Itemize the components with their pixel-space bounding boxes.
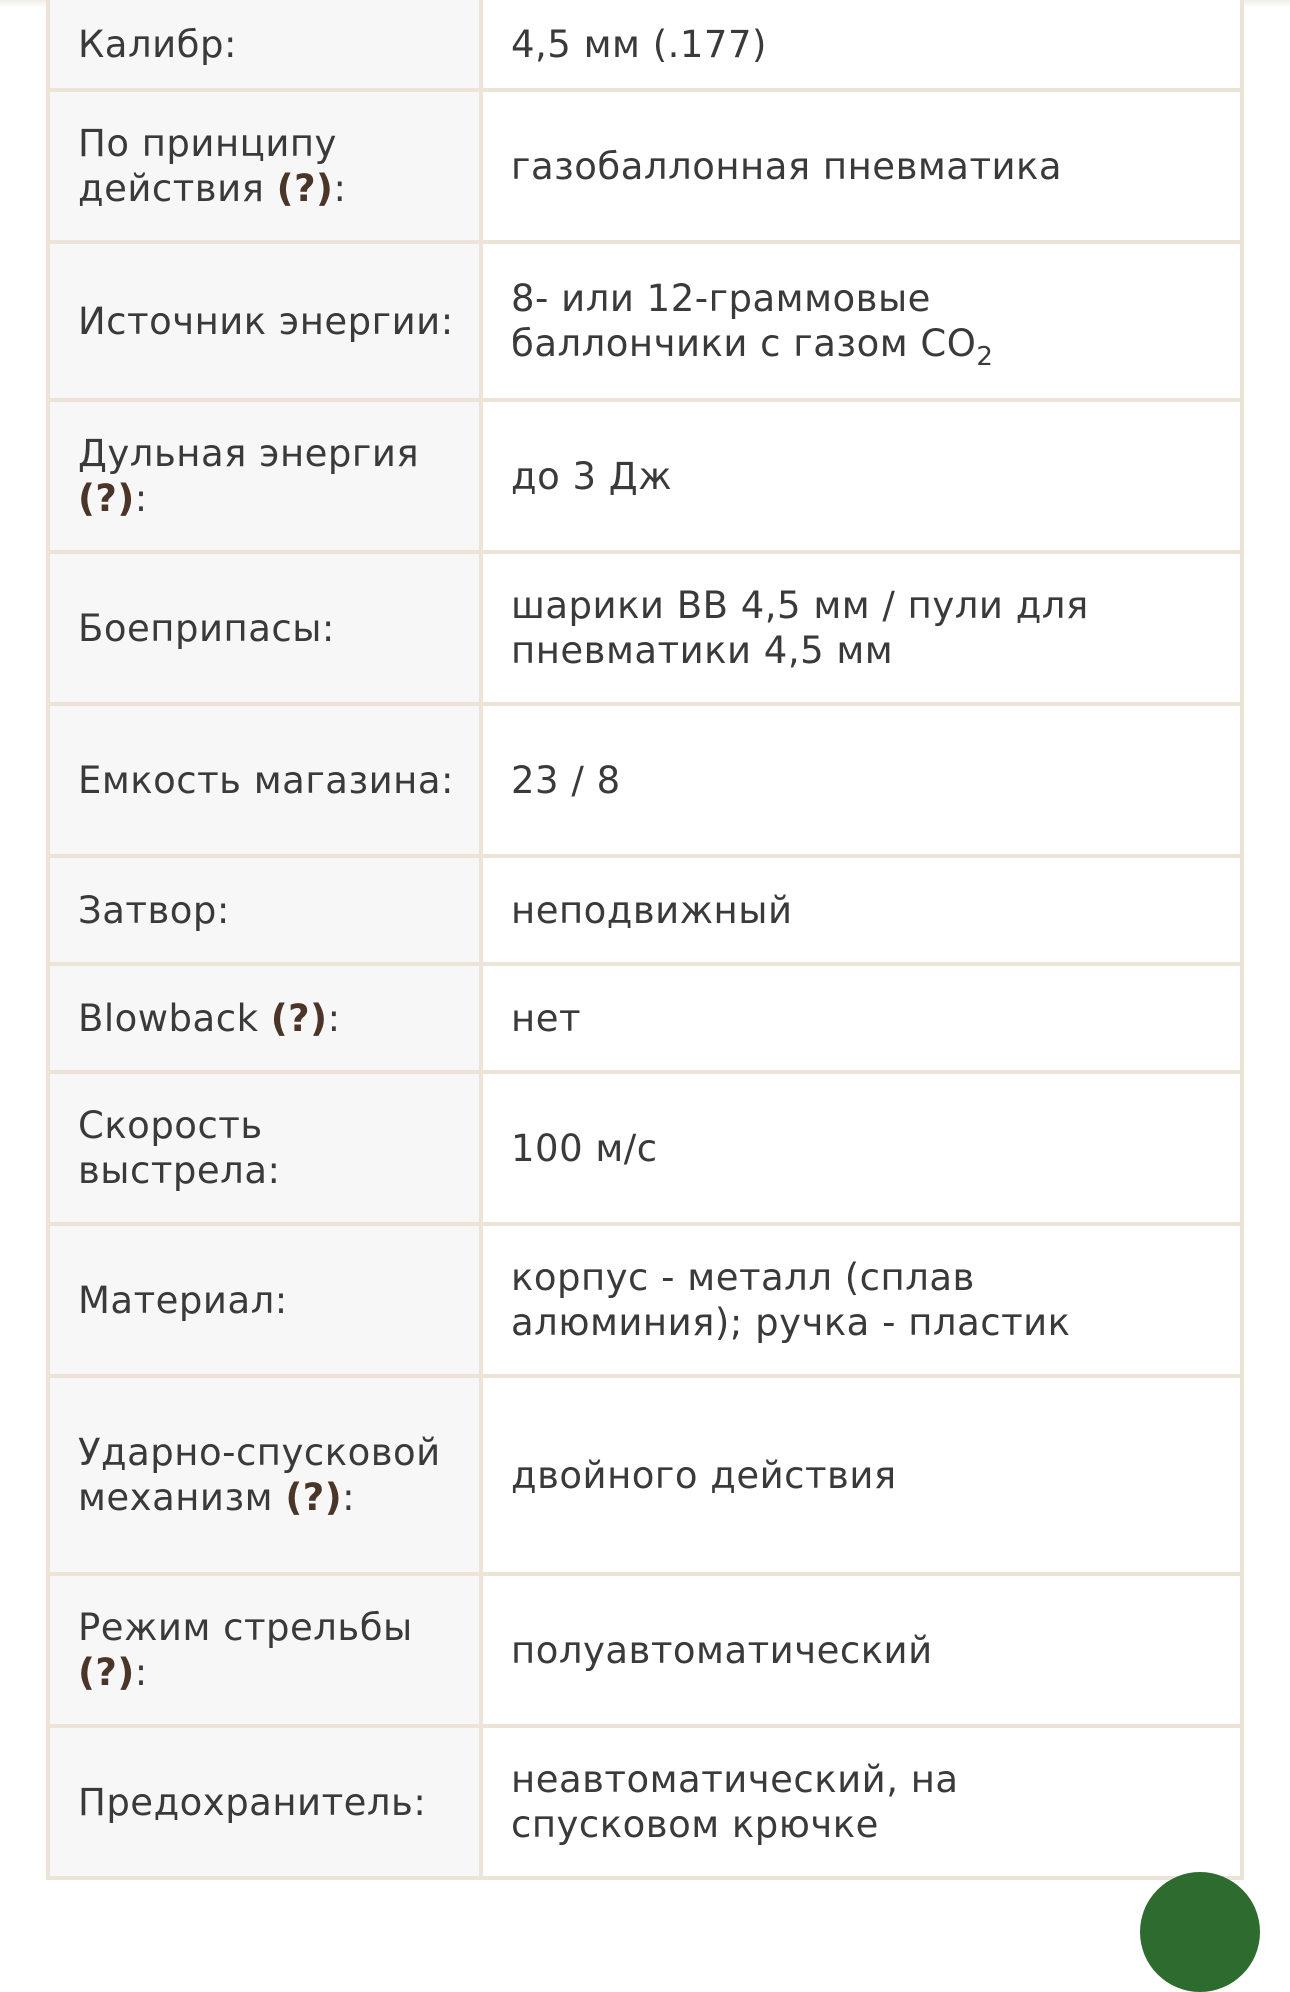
help-link[interactable]: (?) — [270, 996, 328, 1040]
spec-label-text: Боеприпасы: — [78, 606, 335, 650]
spec-value-text: неподвижный — [511, 888, 793, 932]
spec-label — [48, 1072, 481, 1224]
label-colon: : — [342, 1476, 356, 1519]
spec-value — [481, 242, 1242, 400]
spec-label-text: Калибр: — [78, 22, 237, 66]
spec-row-ammunition — [48, 552, 1242, 704]
spec-value-text: шарики BB 4,5 мм / пули для пневматики 4,5 мм — [511, 584, 1089, 672]
spec-label — [48, 856, 481, 964]
label-colon: : — [134, 1651, 148, 1694]
spec-value — [481, 1376, 1242, 1574]
spec-label — [48, 1574, 481, 1726]
spec-label-text: Материал: — [78, 1278, 288, 1322]
help-link[interactable]: (?) — [285, 1476, 343, 1519]
spec-row-energy-source — [48, 242, 1242, 400]
spec-label — [48, 90, 481, 242]
spec-value — [481, 0, 1242, 90]
spec-value — [481, 964, 1242, 1072]
spec-value — [481, 1072, 1242, 1224]
spec-value-subscript: 2 — [976, 342, 994, 372]
spec-label-text: Источник энергии: — [78, 299, 454, 343]
spec-value-text: корпус - металл (сплав алюминия); ручка - пластик — [511, 1256, 1071, 1344]
spec-row-material — [48, 1224, 1242, 1376]
spec-value — [481, 1224, 1242, 1376]
spec-label-text: Скорость выстрела: — [78, 1104, 281, 1192]
spec-value — [481, 704, 1242, 856]
spec-row-fire-mode — [48, 1574, 1242, 1726]
spec-value-text: газобаллонная пневматика — [511, 144, 1063, 188]
spec-value — [481, 400, 1242, 552]
spec-label — [48, 964, 481, 1072]
spec-label-text: Ударно-спусковой механизм — [78, 1431, 441, 1519]
spec-label-text: По принципу действия — [78, 122, 337, 210]
help-link[interactable]: (?) — [276, 167, 334, 210]
spec-value-text: двойного действия — [511, 1453, 897, 1497]
spec-row-magazine-capacity — [48, 704, 1242, 856]
spec-row-muzzle-energy — [48, 400, 1242, 552]
help-link[interactable]: (?) — [78, 1651, 135, 1694]
spec-value-text: неавтоматический, на спусковом крючке — [511, 1758, 959, 1846]
spec-row-trigger-mechanism — [48, 1376, 1242, 1574]
spec-value — [481, 552, 1242, 704]
spec-row-slide — [48, 856, 1242, 964]
spec-value-text: 100 м/с — [511, 1126, 658, 1170]
spec-label — [48, 552, 481, 704]
spec-value-text: нет — [511, 996, 582, 1040]
spec-value — [481, 1726, 1242, 1878]
spec-row-action-principle — [48, 90, 1242, 242]
help-link[interactable]: (?) — [78, 477, 135, 520]
spec-label-text: Емкость магазина: — [78, 758, 454, 802]
spec-label-text: Режим стрельбы — [78, 1606, 413, 1649]
spec-label — [48, 704, 481, 856]
spec-label — [48, 1224, 481, 1376]
spec-value-text: 8- или 12-граммовые баллончики с газом CO — [511, 277, 977, 365]
spec-value-text: 4,5 мм (.177) — [511, 22, 767, 66]
spec-label — [48, 1726, 481, 1878]
spec-label — [48, 242, 481, 400]
spec-row-blowback — [48, 964, 1242, 1072]
floating-action-button[interactable] — [1140, 1872, 1260, 1992]
spec-label-text: Предохранитель: — [78, 1780, 427, 1824]
spec-value-text: до 3 Дж — [511, 454, 673, 498]
spec-label-text: Дульная энергия — [78, 432, 420, 475]
spec-row-safety — [48, 1726, 1242, 1878]
specs-table — [46, 0, 1244, 1880]
label-colon: : — [333, 167, 347, 210]
label-colon: : — [327, 996, 341, 1040]
spec-label — [48, 400, 481, 552]
spec-label-text: Blowback — [78, 996, 259, 1040]
spec-value-text: 23 / 8 — [511, 758, 621, 802]
spec-label — [48, 0, 481, 90]
label-colon: : — [134, 477, 148, 520]
spec-row-caliber — [48, 0, 1242, 90]
spec-value — [481, 1574, 1242, 1726]
spec-value — [481, 90, 1242, 242]
spec-value-text: полуавтоматический — [511, 1628, 933, 1672]
spec-row-velocity — [48, 1072, 1242, 1224]
spec-label — [48, 1376, 481, 1574]
spec-value — [481, 856, 1242, 964]
spec-label-text: Затвор: — [78, 888, 230, 932]
